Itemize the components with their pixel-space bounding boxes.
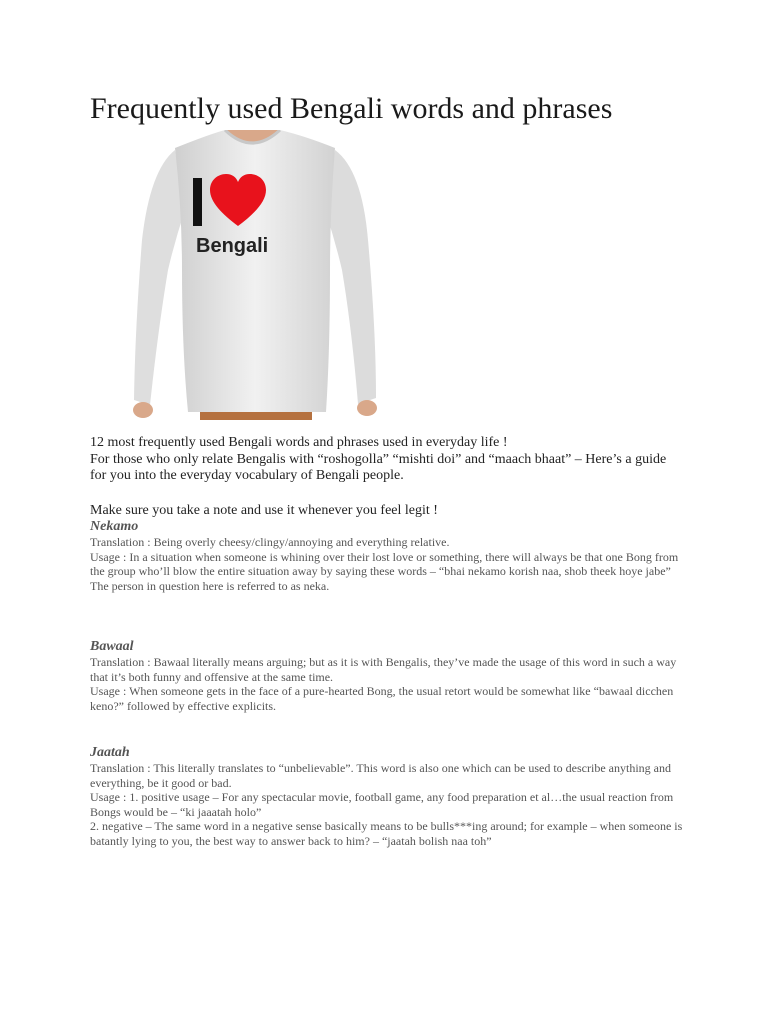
shirt-text: Bengali	[196, 235, 269, 257]
entry-word: Nekamo	[90, 519, 139, 534]
intro-line: 12 most frequently used Bengali words and phrases used in everyday life !	[90, 435, 508, 450]
entry-word: Bawaal	[90, 639, 134, 654]
entry-word: Jaatah	[90, 745, 130, 760]
entry-line: Usage : When someone gets in the face of a pure-hearted Bong, the usual retort would be somewhat like “bawaal dicchen keno?” followed by effective explicits.	[90, 684, 674, 713]
entry-nekamo	[90, 519, 685, 593]
intro-line: For those who only relate Bengalis with “roshogolla” “mishti doi” and “maach bhaat” – Here’s a guide for you into the everyday vocabulary of Bengali people.	[90, 451, 667, 483]
shirt-image	[130, 130, 380, 420]
entry-line: 2. negative – The same word in a negative sense basically means to be bulls***ing around; for example – when someone is batantly lying to you, the best way to answer back to him? – “jaatah bolish naa toh”	[90, 819, 683, 848]
entry-jaatah	[90, 745, 685, 849]
entry-line: Usage : In a situation when someone is whining over their lost love or something, there will always be that one Bong from the group who’ll blow the entire situation away by saying these words – “bhai nekamo korish naa, shob theek hoye jabe”	[90, 549, 679, 579]
long-sleeve-shirt-illustration	[130, 130, 380, 420]
entry-line: Translation : Bawaal literally means arguing; but as it is with Bengalis, they’ve made the usage of this word in such a way that it’s both funny and offensive at the same time.	[90, 655, 677, 684]
page-title: Frequently used Bengali words and phrases	[90, 92, 613, 125]
entry-bawaal	[90, 639, 685, 713]
entry-line: Usage : 1. positive usage – For any spectacular movie, football game, any food preparation et al…the usual reaction from Bongs would be – “ki jaaatah holo”	[90, 790, 674, 819]
intro-section	[90, 435, 680, 519]
entry-line: The person in question here is referred to as neka.	[90, 578, 330, 593]
entry-line: Translation : This literally translates to “unbelievable”. This word is also one which can be used to describe anything and everything, be it good or bad.	[90, 761, 671, 790]
intro-line: Make sure you take a note and use it whenever you feel legit !	[90, 502, 438, 518]
entry-line: Translation : Being overly cheesy/clingy/annoying and everything relative.	[90, 535, 450, 549]
